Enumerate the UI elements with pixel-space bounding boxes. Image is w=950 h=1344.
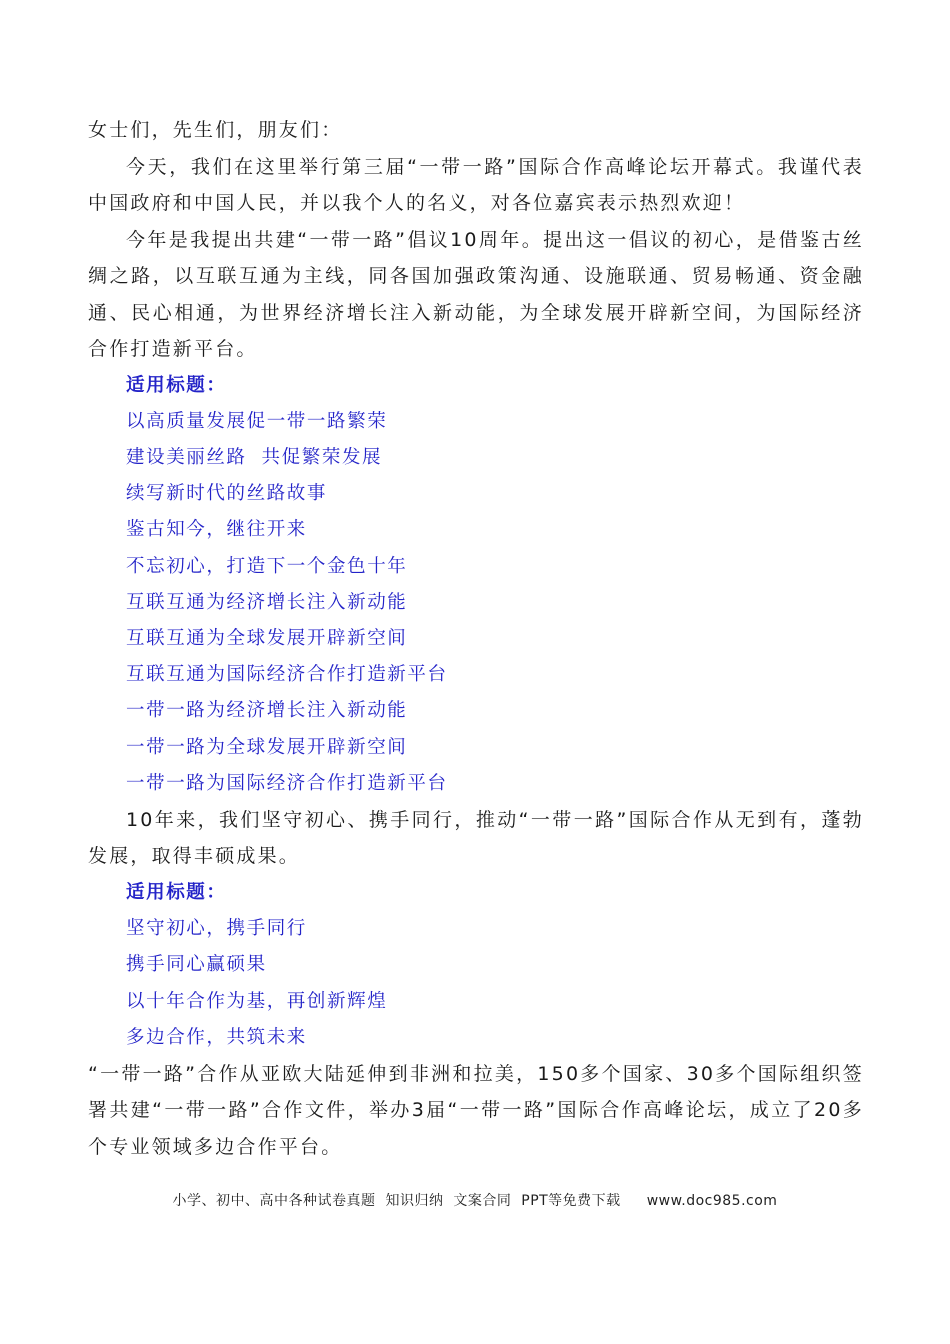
title-item: 互联互通为经济增长注入新动能 bbox=[126, 591, 408, 613]
document-body bbox=[88, 112, 864, 1165]
paragraph-1: 今天，我们在这里举行第三届“一带一路”国际合作高峰论坛开幕式。我谨代表中国政府和中国人民，并以我个人的名义，对各位嘉宾表示热烈欢迎！ bbox=[88, 155, 864, 214]
greeting-paragraph: 女士们，先生们，朋友们： bbox=[88, 119, 343, 141]
title-list-heading: 适用标题： bbox=[126, 374, 227, 396]
title-item: 鉴古知今，继往开来 bbox=[126, 519, 307, 541]
title-item: 一带一路为全球发展开辟新空间 bbox=[126, 736, 408, 758]
title-item: 一带一路为国际经济合作打造新平台 bbox=[126, 772, 448, 794]
title-item: 续写新时代的丝路故事 bbox=[126, 483, 328, 505]
title-list-2 bbox=[88, 875, 864, 1056]
title-item: 以高质量发展促一带一路繁荣 bbox=[126, 410, 388, 432]
title-item: 多边合作，共筑未来 bbox=[126, 1026, 307, 1048]
paragraph-3: 10年来，我们坚守初心、携手同行，推动“一带一路”国际合作从无到有，蓬勃发展，取得丰硕成果。 bbox=[88, 808, 864, 868]
title-item: 携手同心赢硕果 bbox=[126, 954, 267, 976]
title-item: 建设美丽丝路 共促繁荣发展 bbox=[126, 446, 383, 468]
paragraph-4: “一带一路”合作从亚欧大陆延伸到非洲和拉美，150多个国家、30多个国际组织签署共建“一带一路”合作文件，举办3届“一带一路”国际合作高峰论坛，成立了20多个专业领域多边合作平台。 bbox=[88, 1062, 864, 1158]
title-item: 互联互通为全球发展开辟新空间 bbox=[126, 627, 408, 649]
title-list-heading: 适用标题： bbox=[126, 881, 227, 903]
page-footer bbox=[0, 1190, 950, 1210]
footer-website-link[interactable]: www.doc985.com bbox=[646, 1193, 778, 1209]
title-item: 以十年合作为基，再创新辉煌 bbox=[126, 990, 388, 1012]
title-item: 一带一路为经济增长注入新动能 bbox=[126, 700, 408, 722]
title-list-1 bbox=[88, 368, 864, 802]
title-item: 坚守初心，携手同行 bbox=[126, 918, 307, 940]
footer-text: 小学、初中、高中各种试卷真题 知识归纳 文案合同 PPT等免费下载 bbox=[172, 1193, 621, 1209]
paragraph-2: 今年是我提出共建“一带一路”倡议10周年。提出这一倡议的初心，是借鉴古丝绸之路，以互联互通为主线，同各国加强政策沟通、设施联通、贸易畅通、资金融通、民心相通，为世界经济增长注入新动能，为全球发展开辟新空间，为国际经济合作打造新平台。 bbox=[88, 228, 864, 360]
title-item: 不忘初心，打造下一个金色十年 bbox=[126, 555, 408, 577]
title-item: 互联互通为国际经济合作打造新平台 bbox=[126, 664, 448, 686]
